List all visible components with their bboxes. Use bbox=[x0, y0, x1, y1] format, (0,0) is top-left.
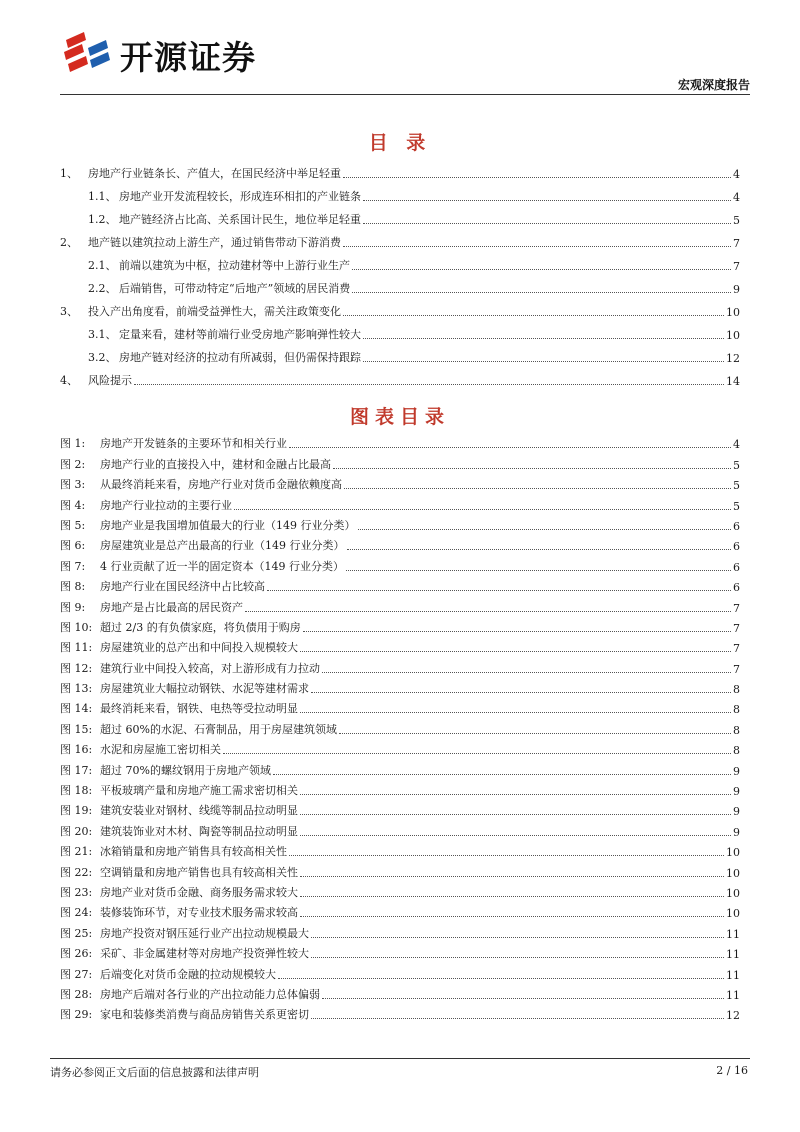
figure-number: 图 23: bbox=[60, 885, 93, 899]
figure-number: 图 10: bbox=[60, 620, 93, 634]
footer-disclaimer: 请务必参阅正文后面的信息披露和法律声明 bbox=[50, 1066, 259, 1079]
figure-title: 采矿、非金属建材等对房地产投资弹性较大 bbox=[100, 947, 309, 961]
figure-number: 图 29: bbox=[60, 1008, 93, 1022]
figure-title: 最终消耗来看，钢铁、电热等受拉动明显 bbox=[100, 702, 298, 716]
toc-number: 1.2、 bbox=[88, 213, 117, 226]
figure-leader bbox=[223, 753, 731, 754]
figure-number: 图 7: bbox=[60, 559, 86, 573]
figure-entry[interactable] bbox=[60, 451, 740, 471]
figure-number: 图 28: bbox=[60, 987, 93, 1001]
toc-page: 7 bbox=[733, 237, 740, 250]
figure-number: 图 18: bbox=[60, 784, 93, 798]
figure-entry[interactable] bbox=[60, 553, 740, 573]
figure-page: 7 bbox=[733, 642, 740, 656]
figure-number: 图 11: bbox=[60, 641, 93, 655]
figure-entry[interactable] bbox=[60, 941, 740, 961]
toc-leader bbox=[343, 315, 724, 316]
figure-title: 超过 70%的螺纹钢用于房地产领域 bbox=[100, 763, 271, 777]
toc-list bbox=[60, 158, 740, 388]
figure-title: 超过 60%的水泥、石膏制品，用于房屋建筑领域 bbox=[100, 722, 337, 736]
figure-entry[interactable] bbox=[60, 900, 740, 920]
figure-title: 房地产投资对钢压延行业产出拉动规模最大 bbox=[100, 926, 309, 940]
figure-leader bbox=[322, 672, 731, 673]
figure-title: 房屋建筑业的总产出和中间投入规模较大 bbox=[100, 641, 298, 655]
figure-page: 8 bbox=[733, 703, 740, 717]
figure-title: 房屋建筑业大幅拉动钢铁、水泥等建材需求 bbox=[100, 682, 309, 696]
figure-leader bbox=[311, 1018, 724, 1019]
figure-entry[interactable] bbox=[60, 431, 740, 451]
figure-number: 图 8: bbox=[60, 580, 86, 594]
toc-title: 风险提示 bbox=[88, 374, 132, 387]
toc-entry[interactable] bbox=[60, 158, 740, 181]
toc-title: 房地产业开发流程较长，形成连环相扣的产业链条 bbox=[119, 190, 361, 203]
figure-entry[interactable] bbox=[60, 533, 740, 553]
figure-entry[interactable] bbox=[60, 655, 740, 675]
figure-page: 11 bbox=[726, 927, 740, 941]
figure-number: 图 14: bbox=[60, 702, 93, 716]
figure-number: 图 17: bbox=[60, 763, 93, 777]
toc-entry[interactable] bbox=[60, 227, 740, 250]
figure-number: 图 12: bbox=[60, 661, 93, 675]
figure-title: 从最终消耗来看，房地产行业对货币金融依赖度高 bbox=[100, 478, 342, 492]
figure-number: 图 13: bbox=[60, 682, 93, 696]
figure-page: 8 bbox=[733, 723, 740, 737]
figure-title: 建筑装饰业对木材、陶瓷等制品拉动明显 bbox=[100, 824, 298, 838]
figure-title: 房地产是占比最高的居民资产 bbox=[100, 600, 243, 614]
figure-leader bbox=[346, 570, 731, 571]
figure-page: 4 bbox=[733, 438, 740, 452]
figure-number: 图 1: bbox=[60, 437, 86, 451]
toc-number: 1、 bbox=[60, 167, 78, 180]
figure-number: 图 24: bbox=[60, 906, 93, 920]
figure-page: 9 bbox=[733, 825, 740, 839]
toc-number: 3.2、 bbox=[88, 351, 117, 364]
figure-number: 图 16: bbox=[60, 743, 93, 757]
toc-leader bbox=[352, 292, 731, 293]
figure-number: 图 21: bbox=[60, 845, 93, 859]
toc-entry[interactable] bbox=[60, 319, 740, 342]
figure-leader bbox=[344, 488, 731, 489]
figure-entry[interactable] bbox=[60, 839, 740, 859]
figure-leader bbox=[273, 774, 731, 775]
toc-entry[interactable] bbox=[60, 250, 740, 273]
figure-page: 9 bbox=[733, 805, 740, 819]
figure-leader bbox=[234, 509, 731, 510]
figure-page: 6 bbox=[733, 540, 740, 554]
toc-number: 2、 bbox=[60, 236, 78, 249]
figure-page: 11 bbox=[726, 968, 740, 982]
figure-page: 9 bbox=[733, 785, 740, 799]
page-header bbox=[60, 18, 750, 93]
header-divider bbox=[60, 94, 750, 95]
figure-page: 10 bbox=[726, 886, 740, 900]
toc-title: 房地产行业链条长、产值大，在国民经济中举足轻重 bbox=[88, 167, 341, 180]
figure-number: 图 20: bbox=[60, 824, 93, 838]
toc-entry[interactable] bbox=[60, 273, 740, 296]
toc-page: 7 bbox=[733, 260, 740, 273]
figure-leader bbox=[322, 998, 724, 999]
toc-leader bbox=[343, 177, 731, 178]
figure-entry[interactable] bbox=[60, 594, 740, 614]
figure-page: 7 bbox=[733, 621, 740, 635]
figure-page: 7 bbox=[733, 601, 740, 615]
figure-page: 7 bbox=[733, 662, 740, 676]
figure-entry[interactable] bbox=[60, 982, 740, 1002]
figure-page: 5 bbox=[733, 458, 740, 472]
figure-leader bbox=[289, 447, 731, 448]
figure-page: 5 bbox=[733, 499, 740, 513]
toc-entry[interactable] bbox=[60, 181, 740, 204]
figure-leader bbox=[358, 529, 732, 530]
figure-leader bbox=[278, 978, 724, 979]
figure-page: 9 bbox=[733, 764, 740, 778]
figure-entry[interactable] bbox=[60, 961, 740, 981]
figure-number: 图 6: bbox=[60, 539, 86, 553]
toc-leader bbox=[363, 361, 724, 362]
logo-mark-icon bbox=[60, 28, 116, 78]
figure-leader bbox=[300, 876, 724, 877]
figure-entry[interactable] bbox=[60, 716, 740, 736]
figure-title: 房地产行业的直接投入中，建材和金融占比最高 bbox=[100, 457, 331, 471]
figure-entry[interactable] bbox=[60, 880, 740, 900]
toc-leader bbox=[343, 246, 731, 247]
toc-leader bbox=[352, 269, 731, 270]
figure-entry[interactable] bbox=[60, 757, 740, 777]
toc-number: 2.2、 bbox=[88, 282, 117, 295]
figure-page: 6 bbox=[733, 519, 740, 533]
figure-entry[interactable] bbox=[60, 818, 740, 838]
toc-leader bbox=[363, 338, 724, 339]
figure-title: 房地产业对货币金融、商务服务需求较大 bbox=[100, 885, 298, 899]
figure-page: 5 bbox=[733, 479, 740, 493]
toc-entry[interactable] bbox=[60, 365, 740, 388]
toc-number: 3.1、 bbox=[88, 328, 117, 341]
toc-number: 2.1、 bbox=[88, 259, 117, 272]
figure-entry[interactable] bbox=[60, 574, 740, 594]
figure-title: 装修装饰环节，对专业技术服务需求较高 bbox=[100, 906, 298, 920]
toc-page: 5 bbox=[733, 214, 740, 227]
figure-number: 图 15: bbox=[60, 722, 93, 736]
toc-title: 地产链以建筑拉动上游生产，通过销售带动下游消费 bbox=[88, 236, 341, 249]
toc-page: 4 bbox=[733, 168, 740, 181]
toc-page: 14 bbox=[726, 375, 740, 388]
toc-leader bbox=[134, 384, 724, 385]
figure-leader bbox=[300, 651, 731, 652]
figure-page: 8 bbox=[733, 744, 740, 758]
figure-page: 12 bbox=[726, 1009, 740, 1023]
figure-page: 10 bbox=[726, 846, 740, 860]
figures-list bbox=[60, 431, 740, 1022]
figure-entry[interactable] bbox=[60, 778, 740, 798]
figure-leader bbox=[300, 896, 724, 897]
toc-entry[interactable] bbox=[60, 342, 740, 365]
figure-number: 图 19: bbox=[60, 804, 93, 818]
figure-title: 空调销量和房地产销售也具有较高相关性 bbox=[100, 865, 298, 879]
figure-title: 建筑安装业对钢材、线缆等制品拉动明显 bbox=[100, 804, 298, 818]
figure-entry[interactable] bbox=[60, 676, 740, 696]
figure-leader bbox=[333, 468, 731, 469]
figure-leader bbox=[245, 611, 731, 612]
figure-entry[interactable] bbox=[60, 615, 740, 635]
figure-page: 10 bbox=[726, 907, 740, 921]
figure-leader bbox=[300, 814, 731, 815]
toc-number: 3、 bbox=[60, 305, 78, 318]
figure-leader bbox=[311, 692, 731, 693]
report-type-label: 宏观深度报告 bbox=[677, 78, 750, 92]
figure-leader bbox=[267, 590, 731, 591]
figure-entry[interactable] bbox=[60, 920, 740, 940]
figure-leader bbox=[339, 733, 731, 734]
toc-title: 后端销售，可带动特定“后地产”领域的居民消费 bbox=[119, 282, 351, 295]
figure-title: 建筑行业中间投入较高，对上游形成有力拉动 bbox=[100, 661, 320, 675]
figure-leader bbox=[347, 549, 732, 550]
figure-entry[interactable] bbox=[60, 472, 740, 492]
figure-entry[interactable] bbox=[60, 696, 740, 716]
figure-number: 图 4: bbox=[60, 498, 86, 512]
footer-divider bbox=[50, 1058, 750, 1059]
figure-page: 6 bbox=[733, 581, 740, 595]
figure-entry[interactable] bbox=[60, 737, 740, 757]
figure-leader bbox=[311, 937, 724, 938]
figure-entry[interactable] bbox=[60, 635, 740, 655]
company-name: 开源证券 bbox=[120, 38, 256, 77]
toc-title: 投入产出角度看，前端受益弹性大，需关注政策变化 bbox=[88, 305, 341, 318]
toc-title: 目 录 bbox=[368, 132, 432, 154]
toc-entry[interactable] bbox=[60, 296, 740, 319]
figure-title: 房地产业是我国增加值最大的行业（149 行业分类） bbox=[100, 518, 356, 532]
figure-entry[interactable] bbox=[60, 798, 740, 818]
figure-leader bbox=[289, 855, 724, 856]
company-logo bbox=[60, 28, 340, 80]
figure-entry[interactable] bbox=[60, 1002, 740, 1022]
toc-leader bbox=[363, 223, 731, 224]
figure-title: 房地产开发链条的主要环节和相关行业 bbox=[100, 437, 287, 451]
figure-leader bbox=[303, 631, 731, 632]
figure-title: 4 行业贡献了近一半的固定资本（149 行业分类） bbox=[100, 559, 344, 573]
figure-number: 图 25: bbox=[60, 926, 93, 940]
figure-number: 图 27: bbox=[60, 967, 93, 981]
figure-number: 图 9: bbox=[60, 600, 86, 614]
figure-page: 8 bbox=[733, 683, 740, 697]
figure-number: 图 5: bbox=[60, 518, 86, 532]
figure-number: 图 26: bbox=[60, 947, 93, 961]
figure-leader bbox=[300, 835, 731, 836]
figure-page: 6 bbox=[733, 560, 740, 574]
figure-title: 房地产行业在国民经济中占比较高 bbox=[100, 580, 265, 594]
figure-title: 房屋建筑业是总产出最高的行业（149 行业分类） bbox=[100, 539, 345, 553]
toc-page: 12 bbox=[726, 352, 740, 365]
figure-title: 水泥和房屋施工密切相关 bbox=[100, 743, 221, 757]
toc-number: 4、 bbox=[60, 374, 78, 387]
figure-entry[interactable] bbox=[60, 492, 740, 512]
figure-page: 10 bbox=[726, 866, 740, 880]
toc-number: 1.1、 bbox=[88, 190, 117, 203]
figure-title: 房地产行业拉动的主要行业 bbox=[100, 498, 232, 512]
toc-title: 地产链经济占比高、关系国计民生，地位举足轻重 bbox=[119, 213, 361, 226]
toc-page: 10 bbox=[726, 306, 740, 319]
figure-title: 平板玻璃产量和房地产施工需求密切相关 bbox=[100, 784, 298, 798]
toc-title: 前端以建筑为中枢，拉动建材等中上游行业生产 bbox=[119, 259, 350, 272]
figure-page: 11 bbox=[726, 988, 740, 1002]
figure-title: 家电和装修类消费与商品房销售关系更密切 bbox=[100, 1008, 309, 1022]
toc-entry[interactable] bbox=[60, 204, 740, 227]
figure-title: 房地产后端对各行业的产出拉动能力总体偏弱 bbox=[100, 987, 320, 1001]
figure-entry[interactable] bbox=[60, 513, 740, 533]
figure-leader bbox=[300, 916, 724, 917]
figure-entry[interactable] bbox=[60, 859, 740, 879]
toc-leader bbox=[363, 200, 731, 201]
figure-leader bbox=[300, 712, 731, 713]
figure-number: 图 22: bbox=[60, 865, 93, 879]
figure-page: 11 bbox=[726, 948, 740, 962]
figure-title: 超过 2/3 的有负债家庭，将负债用于购房 bbox=[100, 620, 301, 634]
toc-title: 定量来看，建材等前端行业受房地产影响弹性较大 bbox=[119, 328, 361, 341]
figure-number: 图 3: bbox=[60, 478, 86, 492]
figure-number: 图 2: bbox=[60, 457, 86, 471]
page-indicator: 2 / 16 bbox=[716, 1064, 748, 1077]
figure-leader bbox=[300, 794, 731, 795]
toc-page: 4 bbox=[733, 191, 740, 204]
toc-page: 9 bbox=[733, 283, 740, 296]
figure-title: 冰箱销量和房地产销售具有较高相关性 bbox=[100, 845, 287, 859]
figure-leader bbox=[311, 957, 724, 958]
figures-title: 图表目录 bbox=[349, 406, 450, 428]
toc-title: 房地产链对经济的拉动有所减弱，但仍需保持跟踪 bbox=[119, 351, 361, 364]
toc-page: 10 bbox=[726, 329, 740, 342]
figure-title: 后端变化对货币金融的拉动规模较大 bbox=[100, 967, 276, 981]
